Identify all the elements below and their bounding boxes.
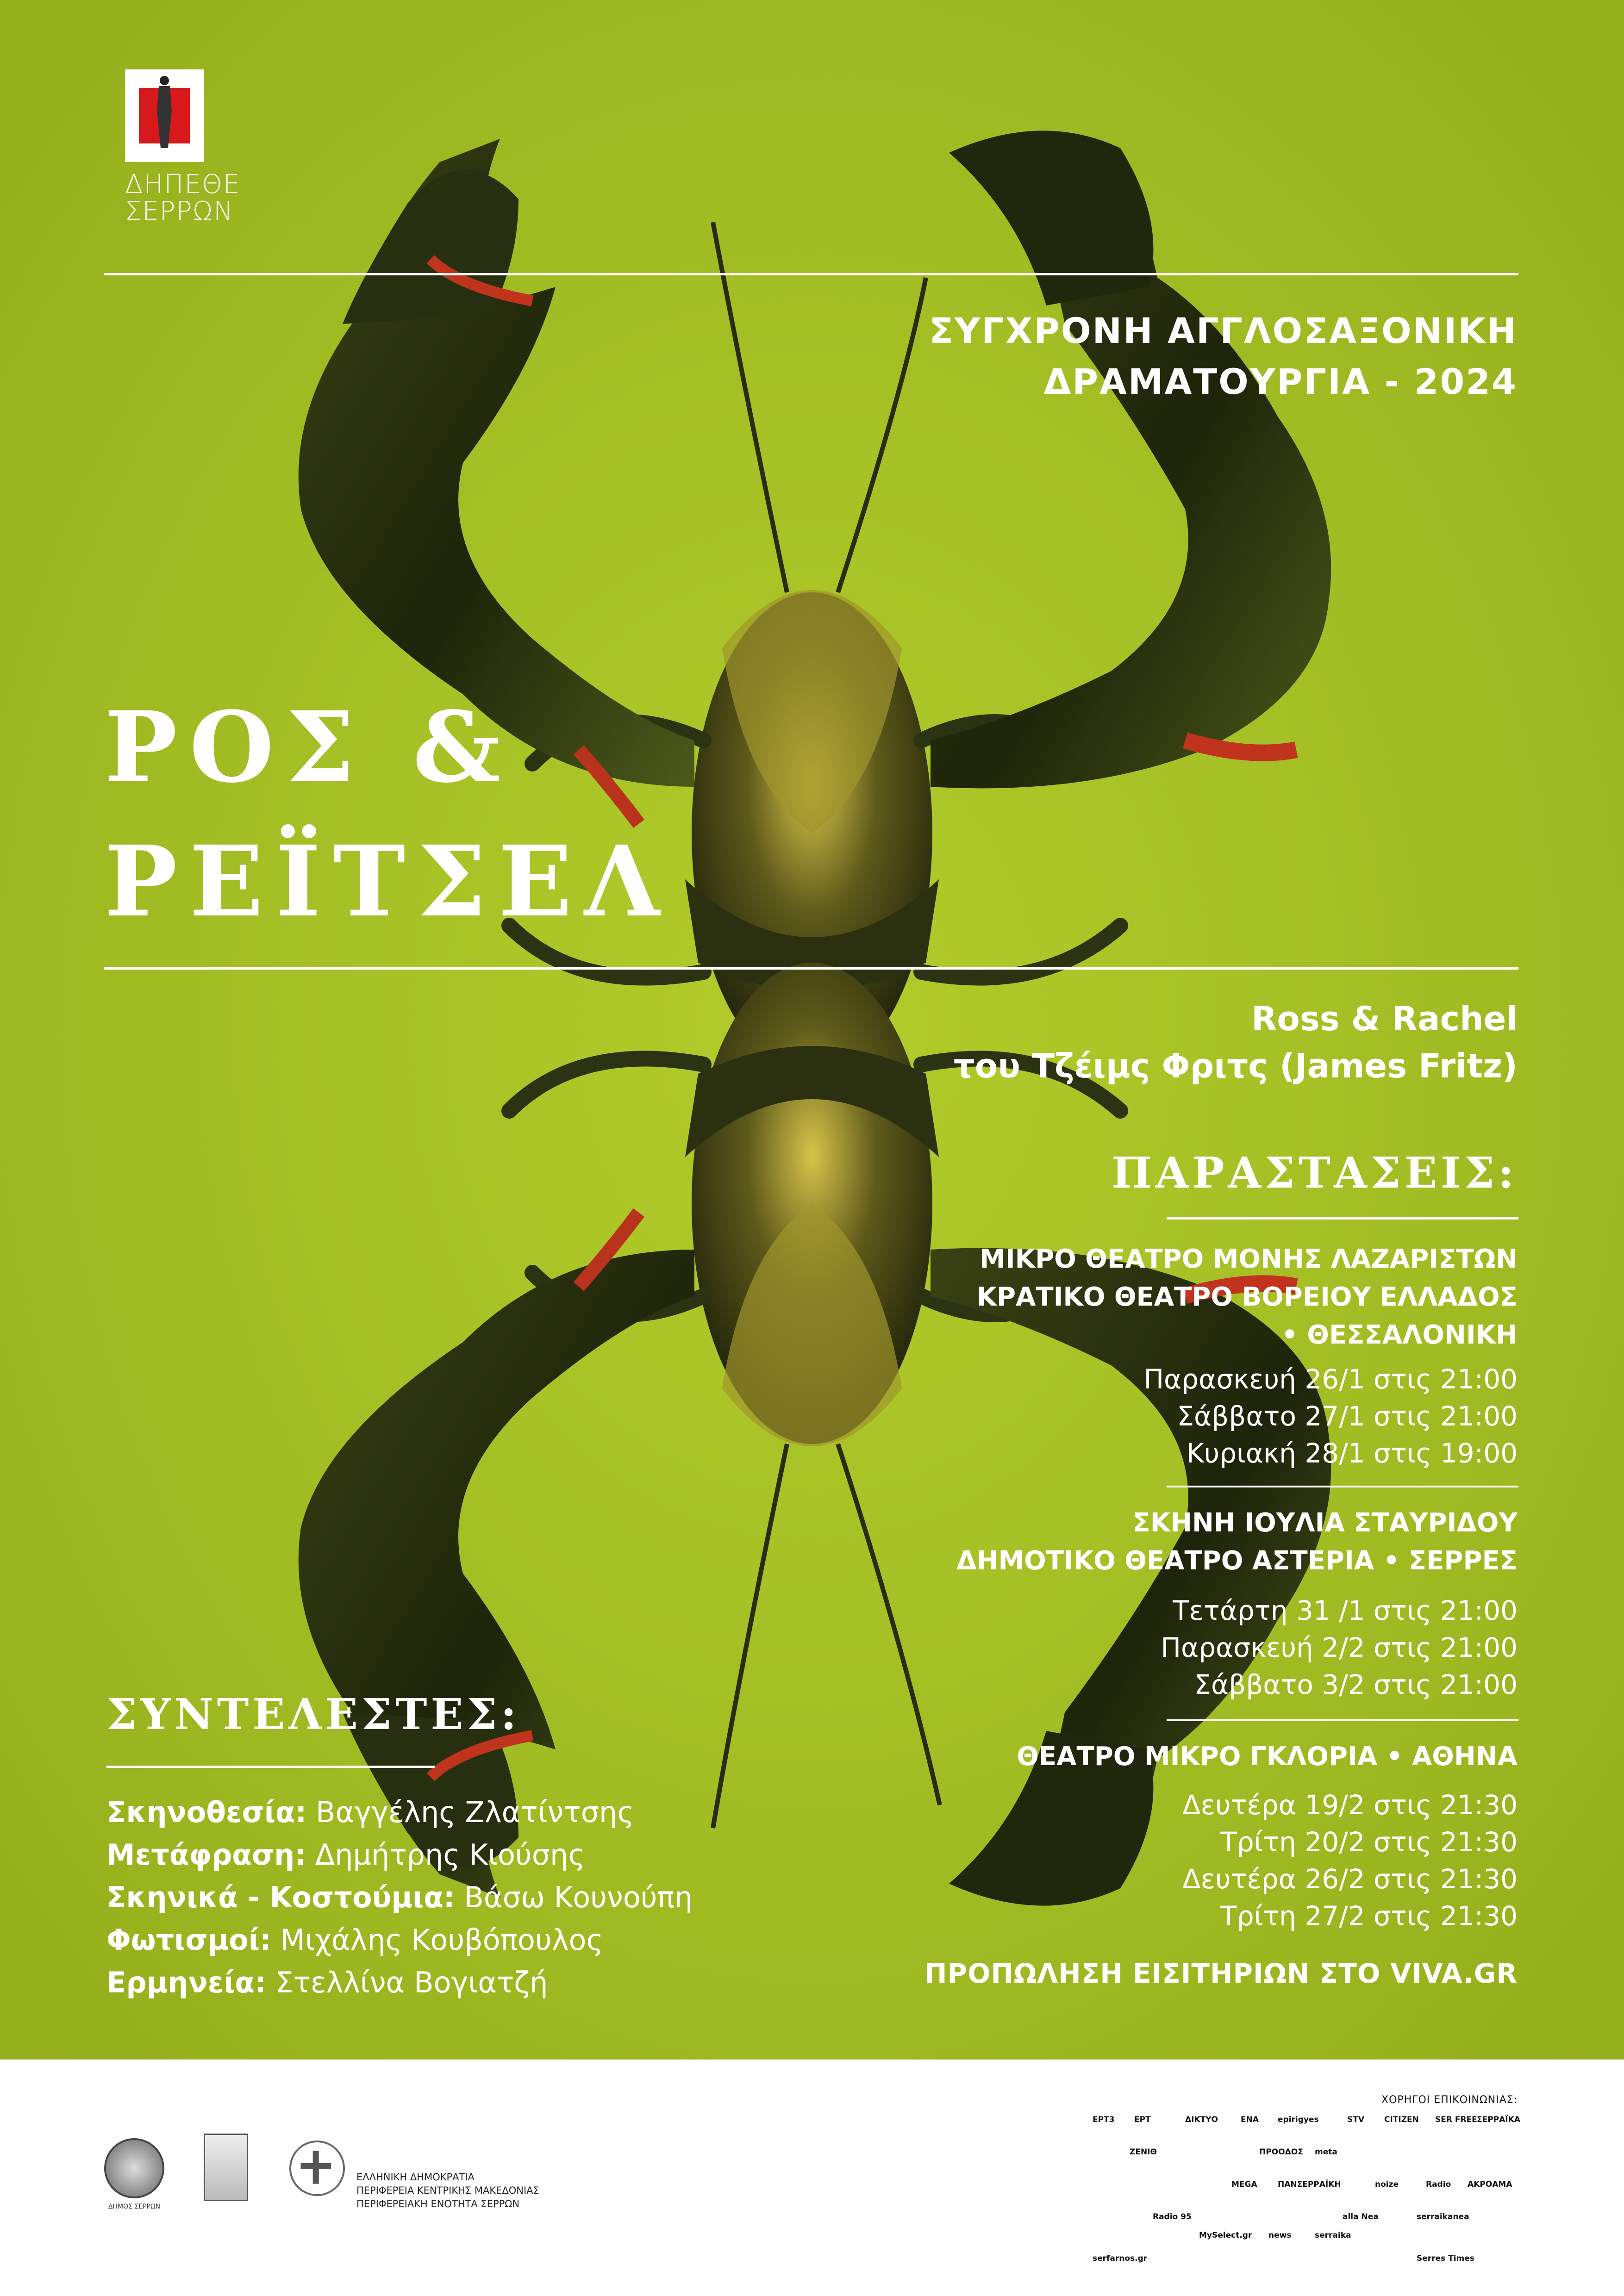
sponsor-logo: MEGA	[1231, 2180, 1257, 2189]
performances-rule	[1167, 1217, 1518, 1220]
sponsor-logo: ΔΙΚΤΥΟ	[1185, 2115, 1218, 2124]
government-text	[356, 2171, 539, 2211]
claw-top-right	[931, 131, 1331, 788]
title-line-1: ΡΟΣ &	[104, 690, 513, 804]
date-item: Τρίτη 20/2 στις 21:30	[1220, 1826, 1518, 1858]
sponsor-logo: ΕΝΑ	[1241, 2115, 1259, 2124]
sponsor-logo: STV	[1347, 2115, 1364, 2124]
sponsor-logo: Serres Times	[1417, 2254, 1474, 2263]
venue-1-line-1: ΜΙΚΡΟ ΘΕΑΤΡΟ ΜΟΝΗΣ ΛΑΖΑΡΙΣΤΩΝ	[980, 1244, 1518, 1274]
credit-name: Δημήτρης Κιούσης	[306, 1838, 585, 1872]
credits-rule	[106, 1766, 435, 1768]
credit-role: Φωτισμοί:	[106, 1923, 271, 1957]
municipality-seal-icon	[104, 2138, 164, 2198]
date-item: Σάββατο 27/1 στις 21:00	[1177, 1400, 1518, 1432]
venue-2-dates	[1161, 1592, 1518, 1703]
venue-2-line-1: ΣΚΗΝΗ ΙΟΥΛΙΑ ΣΤΑΥΡΙΔΟΥ	[1132, 1508, 1518, 1538]
venue-divider	[1167, 1719, 1518, 1721]
date-item: Κυριακή 28/1 στις 19:00	[1186, 1437, 1518, 1469]
sponsor-logo: ΑΚΡΟΑΜΑ	[1468, 2180, 1512, 2189]
subtitle-english-title: Ross & Rachel	[1251, 999, 1518, 1038]
sponsor-logo: SER FREE	[1435, 2115, 1477, 2124]
sponsor-logo: serraika	[1315, 2231, 1351, 2240]
logo-text	[125, 169, 241, 226]
sponsor-logo: ΖΕΝΙΘ	[1130, 2147, 1157, 2157]
venue-1-line-3: • ΘΕΣΣΑΛΟΝΙΚΗ	[1281, 1320, 1518, 1350]
credit-name: Βάσω Κουνούπη	[455, 1880, 693, 1914]
statue-logo-icon	[204, 2134, 248, 2201]
credit-item	[106, 1876, 693, 1919]
credit-name: Βαγγέλης Ζλατίντσης	[306, 1795, 634, 1829]
performances-heading: ΠΑΡΑΣΤΑΣΕΙΣ:	[1112, 1148, 1518, 1198]
credit-item	[106, 1961, 693, 2004]
sponsor-logo: Radio	[1426, 2180, 1451, 2189]
credit-role: Μετάφραση:	[106, 1838, 306, 1872]
greek-coat-of-arms-icon	[289, 2140, 345, 2196]
credit-role: Σκηνικά - Κοστούμια:	[106, 1880, 455, 1914]
gov-line: ΠΕΡΙΦΕΡΕΙΑΚΗ ΕΝΟΤΗΤΑ ΣΕΡΡΩΝ	[356, 2198, 520, 2209]
venue-1-line-2: ΚΡΑΤΙΚΟ ΘΕΑΤΡΟ ΒΟΡΕΙΟΥ ΕΛΛΑΔΟΣ	[976, 1282, 1518, 1312]
festival-line-1: ΣΥΓΧΡΟΝΗ ΑΓΓΛΟΣΑΞΟΝΙΚΗ	[929, 310, 1518, 351]
sponsor-logo: ΠΡΟΟΔΟΣ	[1259, 2147, 1303, 2157]
credit-item	[106, 1919, 693, 1961]
sponsors-grid	[1093, 2115, 1518, 2268]
sponsor-logo: MySelect.gr	[1199, 2231, 1252, 2240]
subtitle-author: του Τζέιμς Φριτς (James Fritz)	[953, 1046, 1518, 1085]
play-subtitle	[954, 995, 1518, 1089]
crayfish-bottom	[685, 963, 939, 1446]
credit-item	[106, 1791, 693, 1834]
date-item: Παρασκευή 2/2 στις 21:00	[1161, 1632, 1518, 1663]
date-item: Τρίτη 27/2 στις 21:30	[1220, 1900, 1518, 1932]
municipality-label: ΔΗΜΟΣ ΣΕΡΡΩΝ	[108, 2203, 161, 2210]
theatre-logo	[125, 69, 241, 226]
venue-1-dates	[1143, 1361, 1518, 1472]
sponsor-logo: epirigyes	[1278, 2115, 1319, 2124]
sponsor-logo: noize	[1375, 2180, 1399, 2189]
gov-line: ΠΕΡΙΦΕΡΕΙΑ ΚΕΝΤΡΙΚΗΣ ΜΑΚΕΔΟΝΙΑΣ	[356, 2185, 539, 2196]
sponsor-logo: CITIZEN	[1384, 2115, 1419, 2124]
top-rule	[104, 273, 1518, 275]
date-item: Δευτέρα 19/2 στις 21:30	[1182, 1789, 1518, 1821]
date-item: Τετάρτη 31 /1 στις 21:00	[1173, 1595, 1518, 1626]
credits-list	[106, 1791, 693, 2004]
credit-role: Ερμηνεία:	[106, 1966, 266, 1999]
venue-2-line-2: ΔΗΜΟΤΙΚΟ ΘΕΑΤΡΟ ΑΣΤΕΡΙΑ • ΣΕΡΡΕΣ	[956, 1546, 1518, 1576]
sponsor-logo: ΕΡΤ	[1134, 2115, 1151, 2124]
festival-title	[929, 305, 1518, 407]
sponsor-logo: ΕΡΤ3	[1093, 2115, 1115, 2124]
sponsor-logo: Radio 95	[1153, 2212, 1192, 2221]
title-rule	[104, 967, 1518, 970]
sponsor-logo: ΠΑΝΣΕΡΡΑΪΚΗ	[1278, 2180, 1341, 2189]
date-item: Σάββατο 3/2 στις 21:00	[1194, 1669, 1518, 1700]
venue-3-dates	[1182, 1786, 1518, 1935]
sponsor-logo: news	[1268, 2231, 1292, 2240]
date-item: Δευτέρα 26/2 στις 21:30	[1182, 1863, 1518, 1895]
venue-3	[1017, 1738, 1518, 1776]
sponsor-logo: alla Nea	[1343, 2212, 1379, 2221]
venue-3-line-1: ΘΕΑΤΡΟ ΜΙΚΡΟ ΓΚΛΟΡΙΑ • ΑΘΗΝΑ	[1017, 1742, 1518, 1772]
sponsor-logo: meta	[1315, 2147, 1337, 2157]
credits-heading: ΣΥΝΤΕΛΕΣΤΕΣ:	[106, 1689, 520, 1739]
play-title	[104, 680, 672, 949]
date-item: Παρασκευή 26/1 στις 21:00	[1143, 1363, 1518, 1395]
credit-item	[106, 1834, 693, 1876]
credit-name: Στελλίνα Βογιατζή	[266, 1966, 548, 1999]
festival-line-2: ΔΡΑΜΑΤΟΥΡΓΙΑ - 2024	[1043, 361, 1518, 402]
credit-role: Σκηνοθεσία:	[106, 1795, 307, 1829]
sponsor-logo: serfarnos.gr	[1093, 2254, 1148, 2263]
venue-2	[956, 1504, 1518, 1580]
venue-divider	[1167, 1486, 1518, 1487]
credit-name: Μιχάλης Κουβόπουλος	[271, 1923, 603, 1957]
logo-line-2: ΣΕΡΡΩΝ	[125, 196, 234, 226]
gov-line: ΕΛΛΗΝΙΚΗ ΔΗΜΟΚΡΑΤΙΑ	[356, 2172, 475, 2183]
sponsor-logo: ΣΕΡΡΑΪΚΑ	[1477, 2115, 1520, 2124]
title-line-2: ΡΕΪΤΣΕΛ	[104, 824, 672, 939]
logo-emblem	[125, 69, 204, 162]
logo-line-1: ΔΗΠΕΘΕ	[125, 169, 241, 199]
sponsors-heading: ΧΟΡΗΓΟΙ ΕΠΙΚΟΙΝΩΝΙΑΣ:	[1381, 2094, 1518, 2106]
footer	[0, 2060, 1624, 2296]
ticket-presale: ΠΡΟΠΩΛΗΣΗ ΕΙΣΙΤΗΡΙΩΝ ΣΤΟ VIVA.GR	[924, 1958, 1518, 1989]
venue-1	[977, 1240, 1518, 1354]
sponsor-logo: serraikanea	[1417, 2212, 1469, 2221]
